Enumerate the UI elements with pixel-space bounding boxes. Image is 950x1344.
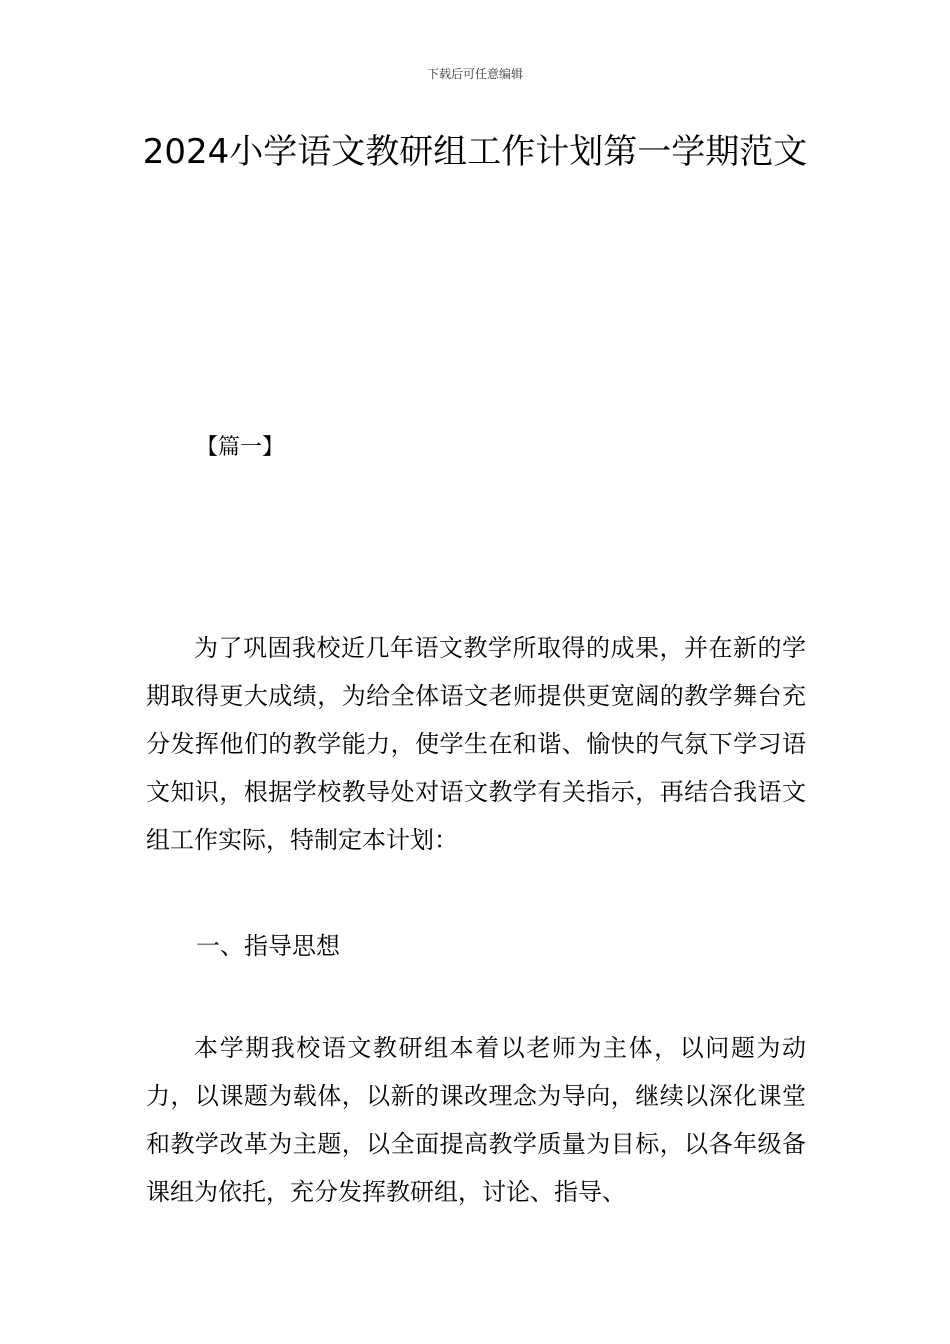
section-label: 【篇一】 [196,435,285,460]
header-note: 下载后可任意编辑 [426,67,523,81]
body-paragraph: 本学期我校语文教研组本着以老师为主体，以问题为动力，以课题为载体，以新的课改理念为导向，继续以深化课堂和教学改革为主题，以全面提高教学质量为目标，以各年级备课组为依托，充分发挥教研组，讨论、指导、 [146,1034,806,1206]
section-heading: 一、指导思想 [196,932,340,960]
intro-paragraph: 为了巩固我校近几年语文教学所取得的成果，并在新的学期取得更大成绩，为给全体语文老师提供更宽阔的教学舞台充分发挥他们的教学能力，使学生在和谐、愉快的气氛下学习语文知识，根据学校教导处对语文教学有关指示，再结合我语文组工作实际，特制定本计划： [146,634,806,854]
document-title: 2024小学语文教研组工作计划第一学期范文 [142,132,808,172]
